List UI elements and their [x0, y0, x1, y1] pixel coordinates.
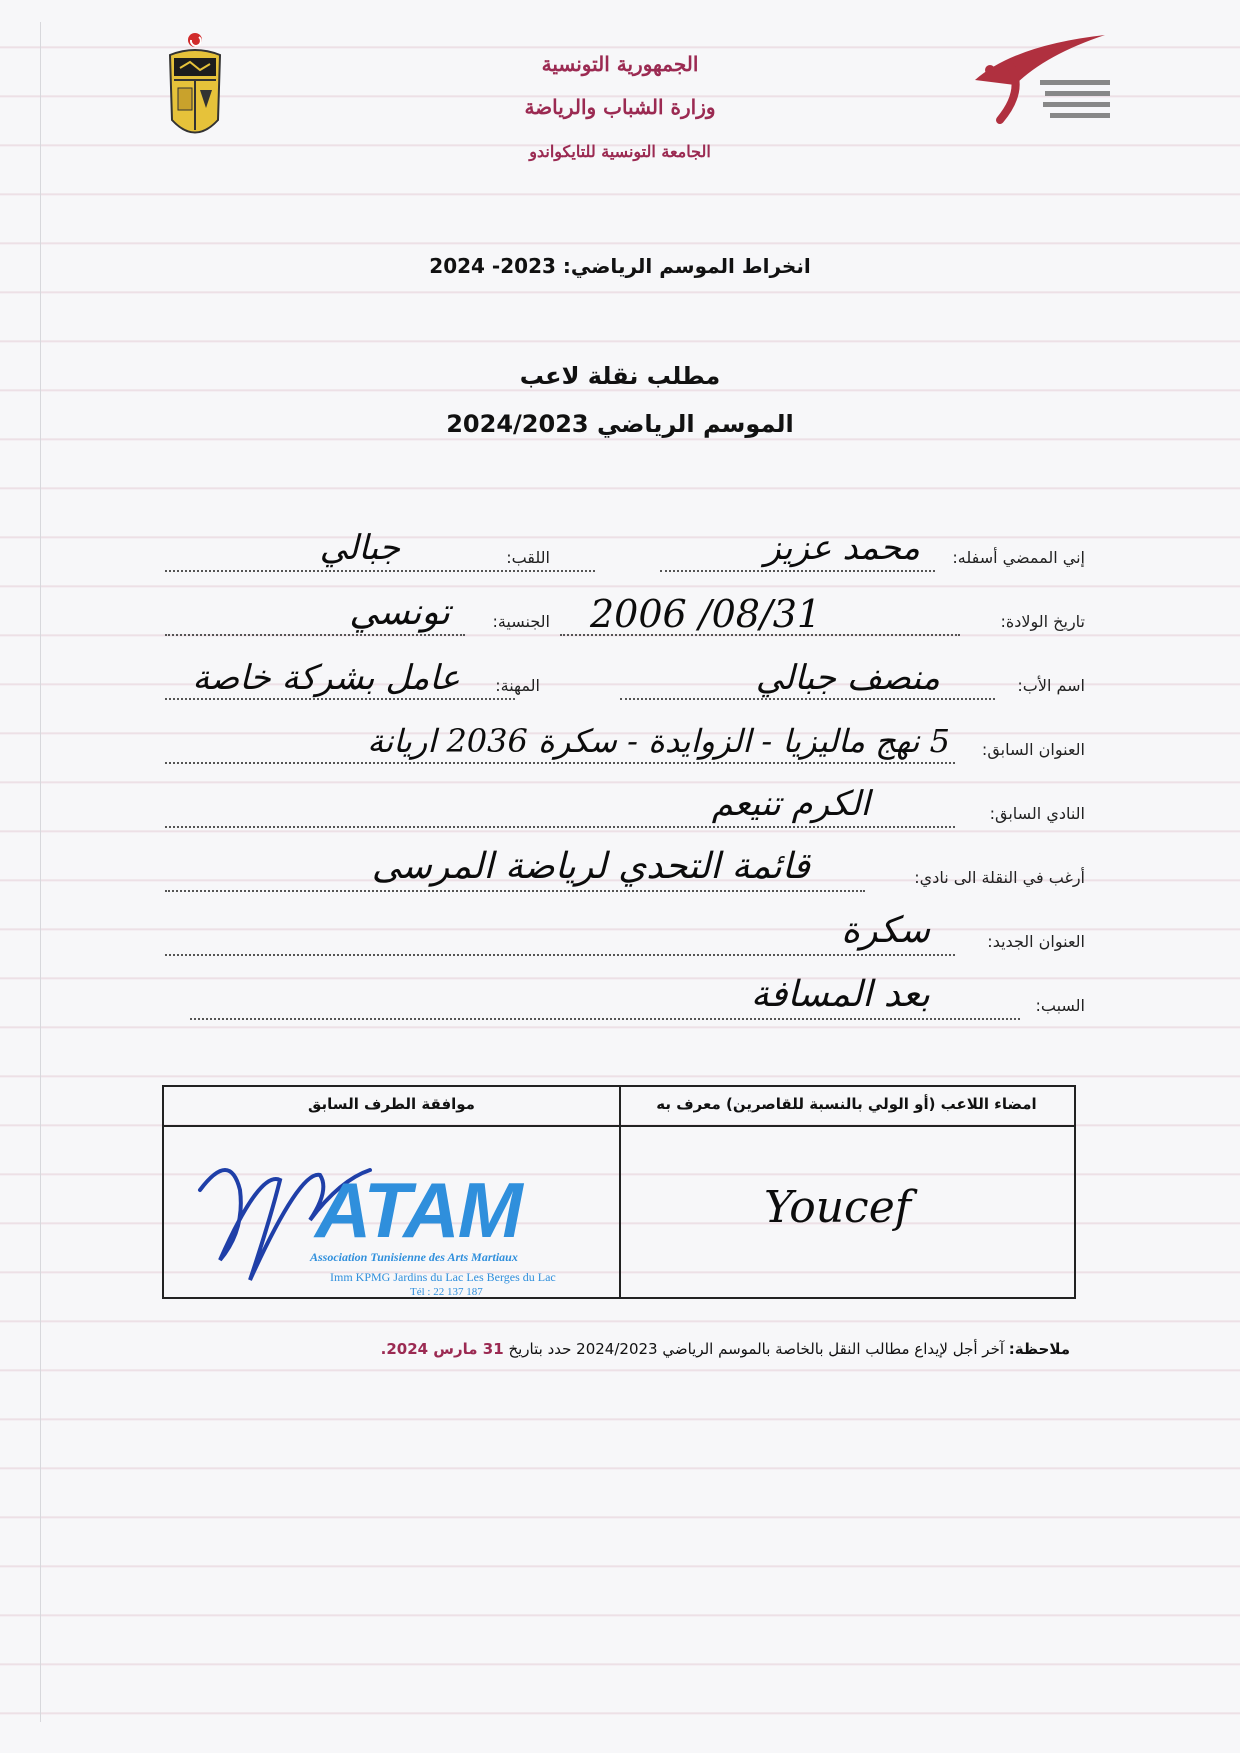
coat-of-arms-emblem [160, 30, 230, 150]
note-deadline: 31 مارس 2024. [380, 1340, 504, 1358]
stamp-name: Association Tunisienne des Arts Martiaux [310, 1250, 518, 1264]
stamp-tel: Tél : 22 137 187 [410, 1286, 483, 1298]
field-label-nationality: الجنسية: [492, 612, 550, 631]
field-line-father-name [620, 698, 995, 700]
field-label-birthdate: تاريخ الولادة: [1000, 612, 1085, 631]
stamp-acronym: ATAM [315, 1166, 521, 1254]
field-value-reason: بعد المسافة [750, 974, 930, 1015]
field-label-reason: السبب: [1035, 996, 1085, 1015]
table-header-player-signature: امضاء اللاعب (أو الولي بالنسبة للقاصرين) معرف به [656, 1095, 1037, 1113]
field-label-new-club: أرغب في النقلة الى نادي: [914, 868, 1085, 887]
field-line-profession [165, 698, 515, 700]
field-line-previous-address [165, 762, 955, 764]
table-divider-vertical [619, 1087, 621, 1297]
field-value-new-address: سكرة [841, 910, 930, 951]
club-stamp [170, 1130, 610, 1320]
field-value-surname: جبالي [319, 528, 400, 568]
field-label-previous-address: العنوان السابق: [981, 740, 1085, 759]
field-label-surname: اللقب: [506, 548, 550, 567]
header-federation: الجامعة التونسية للتايكواندو [529, 142, 711, 161]
player-signature: Youcef [764, 1182, 912, 1233]
field-value-father-name: منصف جبالي [755, 658, 940, 698]
request-title: مطلب نقلة لاعب [519, 362, 721, 390]
field-line-surname [165, 570, 595, 572]
stamp-address: Imm KPMG Jardins du Lac Les Berges du Lac [330, 1270, 556, 1284]
field-value-previous-address: 5 نهج ماليزيا - الزوايدة - سكرة 2036 اريانة [367, 722, 950, 760]
field-label-previous-club: النادي السابق: [989, 804, 1085, 823]
field-value-new-club: قائمة التحدي لرياضة المرسى [371, 846, 810, 887]
note-label: ملاحظة: [1008, 1340, 1070, 1358]
field-line-nationality [165, 634, 465, 636]
field-line-reason [190, 1018, 1020, 1020]
season-title: الموسم الرياضي 2024/2023 [446, 410, 794, 438]
federation-logo [955, 25, 1130, 135]
field-line-undersigned [660, 570, 935, 572]
season-registration-label: انخراط الموسم الرياضي: 2023- 2024 [429, 254, 811, 278]
field-label-profession: المهنة: [495, 676, 540, 695]
header-ministry: وزارة الشباب والرياضة [524, 95, 716, 119]
field-label-father-name: اسم الأب: [1017, 676, 1085, 695]
header-republic: الجمهورية التونسية [541, 52, 699, 76]
deadline-note [240, 1340, 1070, 1358]
field-label-new-address: العنوان الجديد: [987, 932, 1085, 951]
field-line-new-club [165, 890, 865, 892]
table-header-previous-party-approval: موافقة الطرف السابق [308, 1095, 475, 1113]
field-value-nationality: تونسي [349, 592, 450, 633]
field-label-undersigned: إني الممضي أسفله: [952, 548, 1085, 567]
table-divider-horizontal [164, 1125, 1074, 1127]
field-value-profession: عامل بشركة خاصة [192, 658, 460, 698]
field-line-previous-club [165, 826, 955, 828]
field-value-first-name: محمد عزيز [764, 528, 920, 568]
field-value-birthdate: 2006 /08/31 [590, 592, 822, 636]
field-line-new-address [165, 954, 955, 956]
field-value-previous-club: الكرم تنيعم [711, 784, 870, 824]
note-text: آخر أجل لإيداع مطالب النقل بالخاصة بالموسم الرياضي 2024/2023 حدد بتاريخ [508, 1340, 1005, 1358]
